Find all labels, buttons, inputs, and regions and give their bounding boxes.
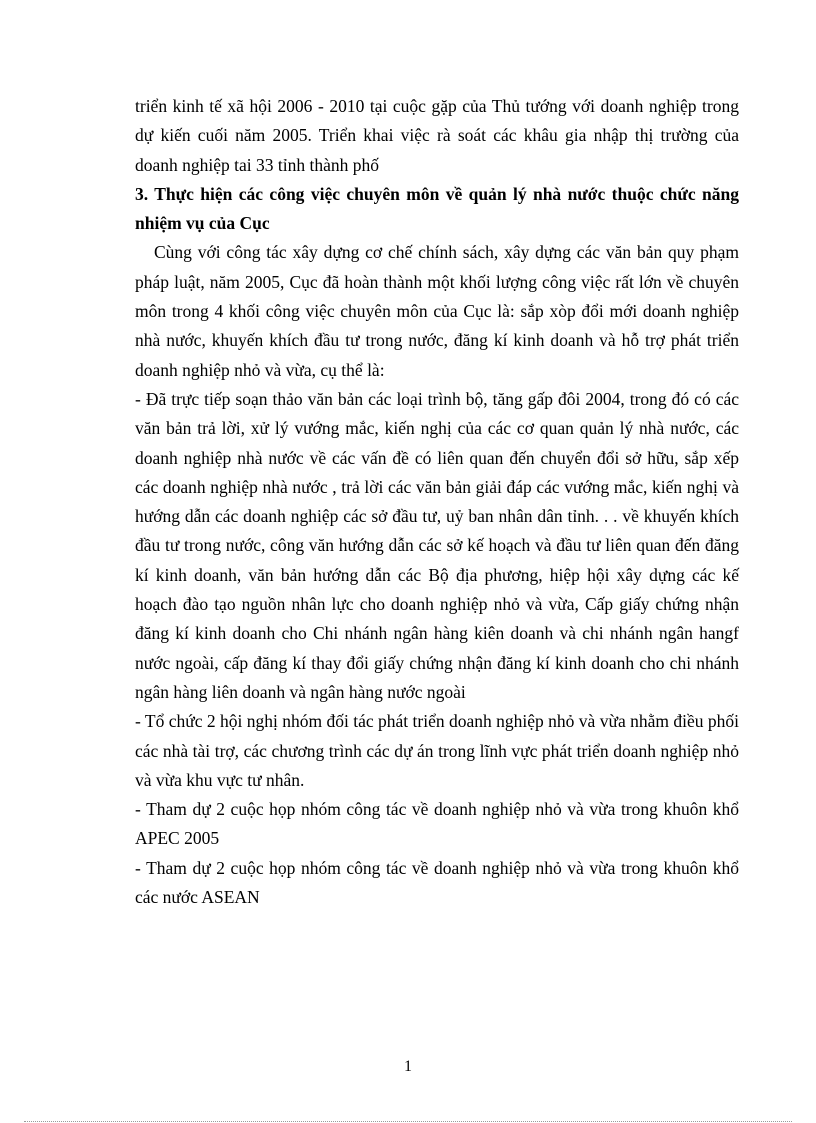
document-body [135,92,739,912]
bullet-paragraph: - Đã trực tiếp soạn thảo văn bản các loại trình bộ, tăng gấp đôi 2004, trong đó có các văn bản trả lời, xử lý vướng mắc, kiến nghị của các cơ quan quản lý nhà nước, các doanh nghiệp nhà nước về các vấn đề có liên quan đến chuyển đổi sở hữu, sắp xếp các doanh nghiệp nhà nước , trả lời các văn bản giải đáp các vướng mắc, kiến nghị và hướng dẫn các doanh nghiệp các sở đầu tư, uỷ ban nhân dân tỉnh. . . về khuyến khích đầu tư trong nước, công văn hướng dẫn các sở kế hoạch và đầu tư liên quan đến đăng kí kinh doanh, văn bản hướng dẫn các Bộ địa phương, hiệp hội xây dựng các kế hoạch đào tạo nguồn nhân lực cho doanh nghiệp nhỏ và vừa, Cấp giấy chứng nhận đăng kí kinh doanh cho Chi nhánh ngân hàng kiên doanh và chi nhánh ngân hangf nước ngoài, cấp đăng kí thay đổi giấy chứng nhận đăng kí kinh doanh cho chi nhánh ngân hàng liên doanh và ngân hàng nước ngoài [135,388,739,702]
bullet-paragraph: - Tham dự 2 cuộc họp nhóm công tác về doanh nghiệp nhỏ và vừa trong khuôn khổ APEC 2005 [135,799,739,849]
section-heading: 3. Thực hiện các công việc chuyên môn về quản lý nhà nước thuộc chức năng nhiệm vụ của Cục [135,183,739,234]
page-break-divider [24,1121,792,1122]
body-paragraph: Cùng với công tác xây dựng cơ chế chính sách, xây dựng các văn bản quy phạm pháp luật, năm 2005, Cục đã hoàn thành một khối lượng công việc rất lớn về chuyên môn trong 4 khối công việc chuyên môn của Cục là: sắp xòp đổi mới doanh nghiệp nhà nước, khuyến khích đầu tư trong nước, đăng kí kinh doanh và hỗ trợ phát triển doanh nghiệp nhỏ và vừa, cụ thể là: [135,242,739,380]
page-number: 1 [404,1058,412,1075]
bullet-paragraph: - Tổ chức 2 hội nghị nhóm đối tác phát triển doanh nghiệp nhỏ và vừa nhằm điều phối các nhà tài trợ, các chương trình các dự án trong lĩnh vực phát triển doanh nghiệp nhỏ và vừa khu vực tư nhân. [135,711,739,790]
bullet-paragraph: - Tham dự 2 cuộc họp nhóm công tác về doanh nghiệp nhỏ và vừa trong khuôn khổ các nước ASEAN [135,857,739,908]
body-paragraph: triển kinh tế xã hội 2006 - 2010 tại cuộc gặp của Thủ tướng với doanh nghiệp trong dự kiến cuối năm 2005. Triển khai việc rà soát các khâu gia nhập thị trường của doanh nghiệp tai 33 tỉnh thành phố [135,96,739,175]
